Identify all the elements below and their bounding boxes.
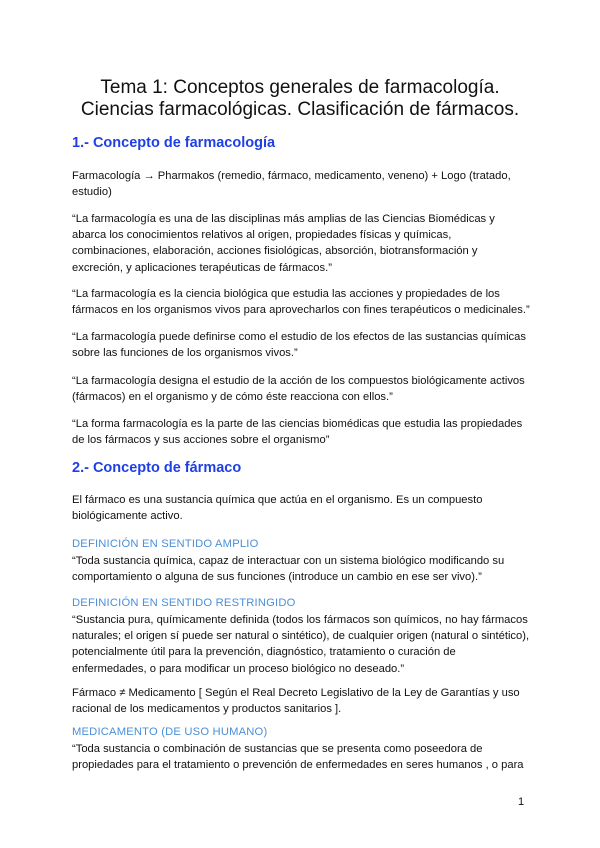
page-number: 1 xyxy=(518,796,525,808)
text-line: Fármaco ≠ Medicamento [ Según el Real Decreto Legislativo de la Ley de Garantías y uso xyxy=(72,687,520,699)
text-line: “Sustancia pura, químicamente definida (todos los fármacos son químicos, no hay fármacos xyxy=(72,614,528,626)
document-title xyxy=(0,77,600,121)
text-line: propiedades para el tratamiento o prevención de enfermedades en seres humanos , o para xyxy=(72,759,524,772)
text-line: “La farmacología es la ciencia biológica que estudia las acciones y propiedades de los xyxy=(72,288,500,300)
text-line: “La forma farmacología es la parte de las ciencias biomédicas que estudia las propiedades xyxy=(72,418,523,430)
text-line: enfermedades, o para modificar un proceso biológico no deseado.” xyxy=(72,662,405,675)
title-line: Ciencias farmacológicas. Clasificación de fármacos. xyxy=(80,99,520,120)
text-line: estudio) xyxy=(72,186,112,199)
text-line: naturales; el origen sí puede ser natural o sintético), de cualquier origen (natural o sintético), xyxy=(72,630,530,643)
definition-paragraph xyxy=(72,329,542,361)
strict-definition-paragraph xyxy=(72,612,542,677)
text-line: racional de los medicamentos y productos sanitarios ]. xyxy=(72,703,342,716)
text-line: fármacos en los organismos vivos para aprovecharlos con fines terapéuticos o medicinales.” xyxy=(72,304,530,317)
definition-paragraph xyxy=(72,416,542,448)
section-2-heading: 2.- Concepto de fármaco xyxy=(72,460,242,476)
text-line: comportamiento o alguna de sus funciones (introduce un cambio en ese ser vivo).” xyxy=(72,571,482,584)
subheading-strict-definition: DEFINICIÓN EN SENTIDO RESTRINGIDO xyxy=(72,597,296,609)
text-line: “Toda sustancia o combinación de sustancias que se presenta como poseedora de xyxy=(72,743,483,755)
subheading-medicine: MEDICAMENTO (DE USO HUMANO) xyxy=(72,726,268,738)
text-line: “Toda sustancia química, capaz de interactuar con un sistema biológico modificando su xyxy=(72,555,505,567)
title-line: Tema 1: Conceptos generales de farmacología. xyxy=(100,77,500,98)
etymology-paragraph xyxy=(72,168,542,200)
subheading-broad-definition: DEFINICIÓN EN SENTIDO AMPLIO xyxy=(72,538,259,550)
definition-paragraph xyxy=(72,286,542,318)
text-line: Farmacología → Pharmakos (remedio, fármaco, medicamento, veneno) + Logo (tratado, xyxy=(72,170,511,182)
text-line: abarca los conocimientos relativos al origen, propiedades físicas y químicas, xyxy=(72,229,452,242)
text-line: “La farmacología es una de las disciplinas más amplias de las Ciencias Biomédicas y xyxy=(72,213,495,225)
text-line: biológicamente activo. xyxy=(72,510,183,523)
intro-paragraph xyxy=(72,492,542,524)
text-line: (fármacos) en el organismo y de cómo éste reacciona con ellos.” xyxy=(72,391,393,404)
text-line: “La farmacología puede definirse como el estudio de los efectos de las sustancias químicas xyxy=(72,331,526,343)
broad-definition-paragraph xyxy=(72,553,542,585)
section-1-heading: 1.- Concepto de farmacología xyxy=(72,135,276,151)
text-line: El fármaco es una sustancia química que actúa en el organismo. Es un compuesto xyxy=(72,494,483,506)
text-line: “La farmacología designa el estudio de la acción de los compuestos biológicamente activos xyxy=(72,375,525,387)
text-line: combinaciones, elaboración, acciones fisiológicas, absorción, biotransformación y xyxy=(72,245,478,258)
text-line: sobre las funciones de los organismos vivos.” xyxy=(72,347,298,360)
definition-paragraph xyxy=(72,373,542,405)
note-paragraph xyxy=(72,685,542,717)
text-line: excreción, y aplicaciones terapéuticas de fármacos.” xyxy=(72,261,332,274)
text-line: de los fármacos y sus acciones sobre el organismo” xyxy=(72,434,330,447)
text-line: potencialmente útil para la prevención, diagnóstico, tratamiento o curación de xyxy=(72,646,456,659)
medicine-definition-paragraph xyxy=(72,741,542,773)
definition-paragraph xyxy=(72,211,542,276)
